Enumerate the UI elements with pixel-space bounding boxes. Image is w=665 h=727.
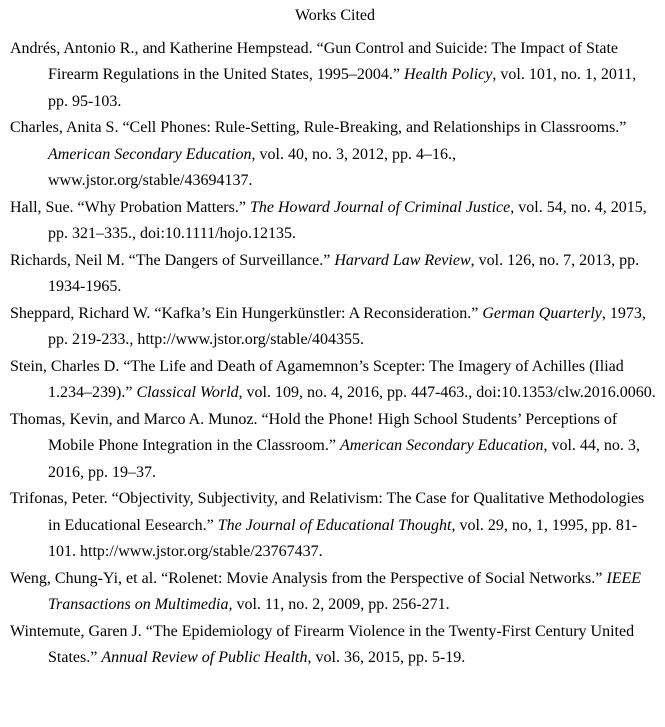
journal-title-italic: Health Policy xyxy=(403,66,493,83)
citation-text: Stein, Charles D. “The Life and Death of Agamemnon’s Scepter: The Imagery of Achilles (Iliad 1.234–239).” xyxy=(10,357,624,401)
citation-text: , vol. 36, 2015, pp. 5-19. xyxy=(307,649,466,666)
journal-title-italic: Harvard Law Review xyxy=(334,251,471,269)
citation-entry xyxy=(10,301,660,354)
citation-text: , vol. 109, no. 4, 2016, pp. 447-463., doi:10.1353/clw.2016.0060. xyxy=(238,384,656,401)
citation-entry xyxy=(10,566,660,619)
citation-entry xyxy=(10,407,660,487)
citation-text: Hall, Sue. “Why Probation Matters.” xyxy=(10,198,250,216)
citation-text: , vol. 101, no. 1, 2011, pp. 95-103. xyxy=(48,66,637,110)
journal-title-italic: German Quarterly xyxy=(482,304,602,322)
citation-text: Richards, Neil M. “The Dangers of Surveillance.” xyxy=(10,251,335,269)
journal-title-italic: Classical World xyxy=(136,384,239,401)
citation-text: , vol. 126, no. 7, 2013, pp. 1934-1965. xyxy=(48,251,640,295)
citation-text: Thomas, Kevin, and Marco A. Munoz. “Hold the Phone! High School Students’ Perceptions of Mobile Phone Integration in the Classroom.” xyxy=(10,410,618,454)
citation-text: , vol. 44, no. 3, 2016, pp. 19–37. xyxy=(48,437,640,481)
citation-text: Andrés, Antonio R., and Katherine Hempstead. “Gun Control and Suicide: The Impact of State Firearm Regulations in the United States, 1995–2004.” xyxy=(10,39,619,83)
journal-title-italic: American Secondary Education xyxy=(339,437,544,454)
citation-entry xyxy=(10,195,660,248)
citation-entry xyxy=(10,115,660,195)
citation-entry xyxy=(10,248,660,301)
page-title: Works Cited xyxy=(294,7,376,24)
citation-entry xyxy=(10,619,660,672)
citation-text: , vol. 54, no. 4, 2015, pp. 321–335., doi:10.1111/hojo.12135. xyxy=(48,198,647,242)
citation-entry xyxy=(10,354,660,407)
journal-title-italic: The Journal of Educational Thought xyxy=(217,516,452,534)
citation-entry xyxy=(10,36,660,116)
citation-text: Weng, Chung-Yi, et al. “Rolenet: Movie Analysis from the Perspective of Social Networks.” xyxy=(10,569,607,587)
citation-text: Trifonas, Peter. “Objectivity, Subjectivity, and Relativism: The Case for Qualitative Methodologies in Educational Eesearch.” xyxy=(10,490,645,534)
citation-list xyxy=(10,36,660,672)
citation-text: , vol. 29, no, 1, 1995, pp. 81-101. http://www.jstor.org/stable/23767437. xyxy=(48,516,638,560)
citation-entry xyxy=(10,486,660,566)
citation-text: , 1973, pp. 219-233., http://www.jstor.org/stable/404355. xyxy=(48,304,646,348)
citation-text: Wintemute, Garen J. “The Epidemiology of Firearm Violence in the Twenty-First Century United States.” xyxy=(10,622,635,666)
citation-text: Charles, Anita S. “Cell Phones: Rule-Setting, Rule-Breaking, and Relationships in Classrooms.” xyxy=(10,119,627,136)
citation-text: , vol. 40, no. 3, 2012, pp. 4–16., www.jstor.org/stable/43694137. xyxy=(48,145,456,189)
journal-title-italic: Annual Review of Public Health xyxy=(101,649,308,666)
journal-title-italic: American Secondary Education xyxy=(48,145,252,163)
journal-title-italic: IEEE Transactions on Multimedia, xyxy=(48,569,642,613)
citation-text: Sheppard, Richard W. “Kafka’s Ein Hungerkünstler: A Reconsideration.” xyxy=(10,304,483,322)
journal-title-italic: The Howard Journal of Criminal Justice xyxy=(249,198,511,216)
citation-text: vol. 11, no. 2, 2009, pp. 256-271. xyxy=(232,596,450,613)
